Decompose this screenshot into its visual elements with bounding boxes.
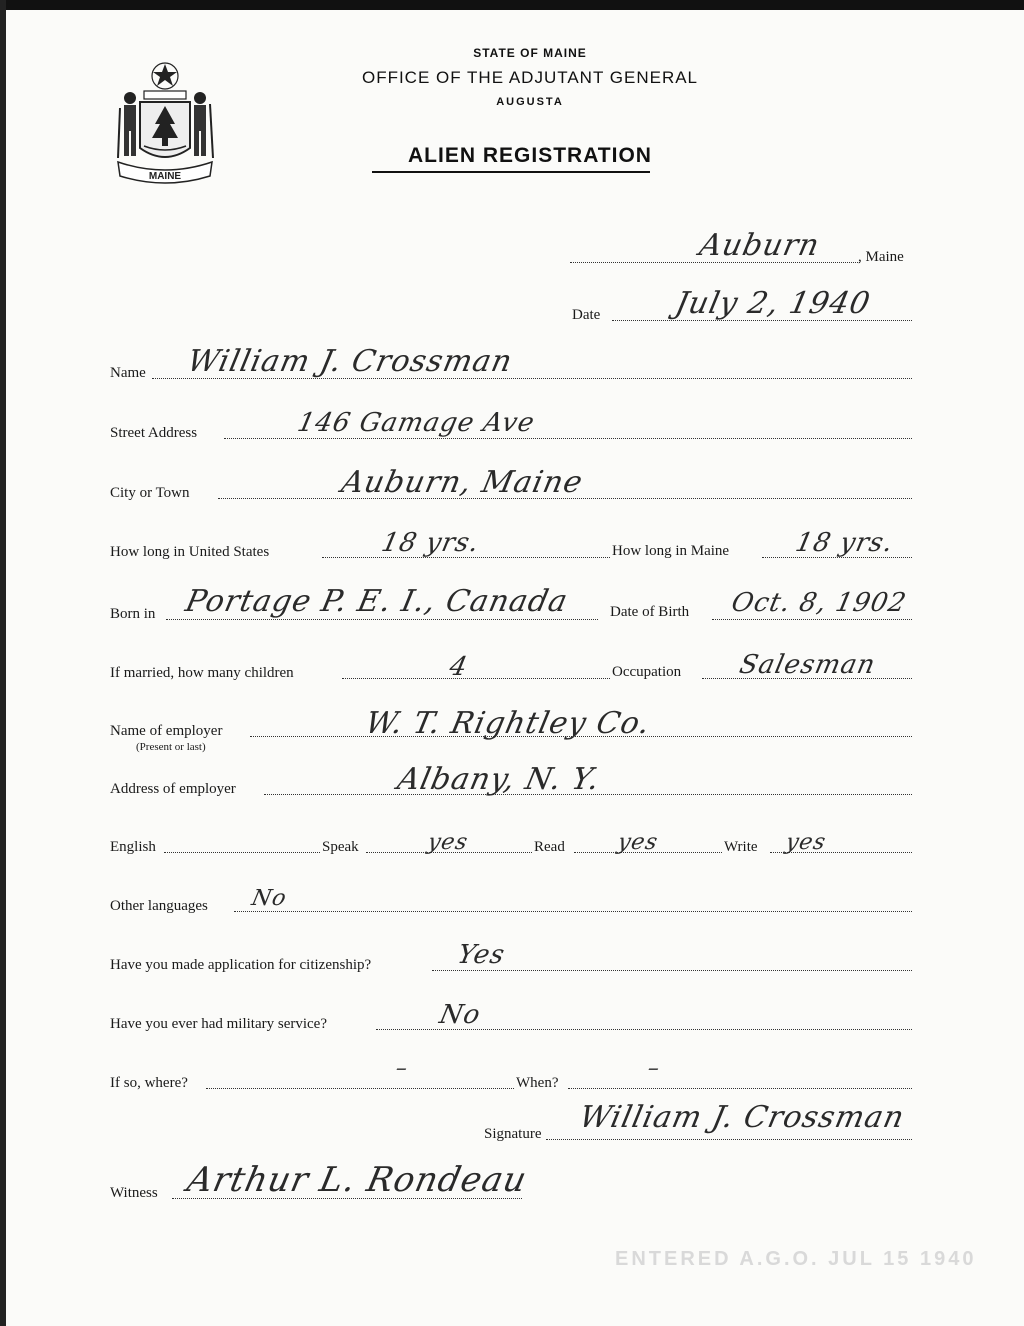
when-line	[568, 1088, 912, 1089]
children-value: 4	[446, 652, 471, 682]
witness-value: Arthur L. Rondeau	[183, 1160, 531, 1200]
city-value: Auburn, Maine	[338, 465, 587, 500]
born-in-line	[166, 619, 598, 620]
when-label: When?	[516, 1075, 559, 1091]
form-title: ALIEN REGISTRATION	[408, 144, 652, 167]
where-line	[206, 1088, 514, 1089]
write-value: yes	[783, 830, 829, 855]
date-of-birth-value: Oct. 8, 1902	[728, 588, 910, 618]
signature-value: William J. Crossman	[576, 1100, 908, 1135]
how-long-maine-label: How long in Maine	[612, 543, 730, 559]
city-label: City or Town	[110, 485, 190, 501]
date-value: July 2, 1940	[672, 286, 874, 321]
witness-label: Witness	[110, 1185, 158, 1201]
where-value: –	[393, 1056, 411, 1081]
military-label: Have you ever had military service?	[110, 1016, 327, 1032]
employer-address-value: Albany, N. Y.	[394, 762, 604, 797]
other-languages-value: No	[249, 886, 290, 911]
speak-label: Speak	[322, 839, 359, 855]
street-address-value: 146 Gamage Ave	[294, 408, 538, 438]
born-in-label: Born in	[110, 606, 156, 622]
received-stamp: ENTERED A.G.O. JUL 15 1940	[615, 1248, 977, 1270]
signature-label: Signature	[484, 1126, 542, 1142]
employer-label: Name of employer	[110, 723, 223, 739]
date-of-birth-line	[712, 619, 912, 620]
occupation-label: Occupation	[612, 664, 682, 680]
born-in-value: Portage P. E. I., Canada	[182, 584, 572, 619]
write-label: Write	[724, 839, 758, 855]
header-state: STATE OF MAINE	[473, 46, 587, 60]
how-long-maine-value: 18 yrs.	[792, 528, 897, 558]
name-value: William J. Crossman	[184, 344, 516, 379]
scan-border-top	[0, 0, 1024, 10]
english-line	[164, 852, 320, 853]
place-value: Auburn	[696, 228, 823, 263]
citizenship-value: Yes	[454, 940, 508, 970]
read-label: Read	[534, 839, 565, 855]
occupation-value: Salesman	[736, 650, 879, 680]
svg-text:MAINE: MAINE	[148, 171, 182, 182]
employer-value: W. T. Rightley Co.	[362, 706, 654, 741]
military-value: No	[436, 1000, 484, 1030]
read-value: yes	[615, 830, 661, 855]
date-of-birth-label: Date of Birth	[610, 604, 690, 620]
street-address-line	[224, 438, 912, 439]
citizenship-label: Have you made application for citizenship?	[110, 957, 372, 973]
other-languages-label: Other languages	[110, 898, 208, 914]
title-underline	[372, 171, 650, 173]
employer-address-label: Address of employer	[110, 781, 236, 797]
when-value: –	[645, 1056, 663, 1081]
how-long-us-value: 18 yrs.	[378, 528, 483, 558]
signature-line	[546, 1139, 912, 1140]
scan-border-left	[0, 0, 6, 1326]
date-label: Date	[572, 307, 601, 323]
maine-state-seal-icon	[110, 58, 220, 186]
name-label: Name	[110, 365, 146, 381]
where-label: If so, where?	[110, 1075, 188, 1091]
speak-value: yes	[425, 830, 471, 855]
children-line	[342, 678, 610, 679]
children-label: If married, how many children	[110, 665, 294, 681]
employer-sublabel: (Present or last)	[136, 741, 206, 753]
other-languages-line	[234, 911, 912, 912]
street-address-label: Street Address	[110, 425, 198, 441]
header-city: AUGUSTA	[496, 96, 564, 108]
english-label: English	[110, 839, 156, 855]
citizenship-line	[432, 970, 912, 971]
place-label: , Maine	[858, 249, 904, 265]
header-office: OFFICE OF THE ADJUTANT GENERAL	[361, 68, 699, 87]
how-long-us-label: How long in United States	[110, 544, 270, 560]
